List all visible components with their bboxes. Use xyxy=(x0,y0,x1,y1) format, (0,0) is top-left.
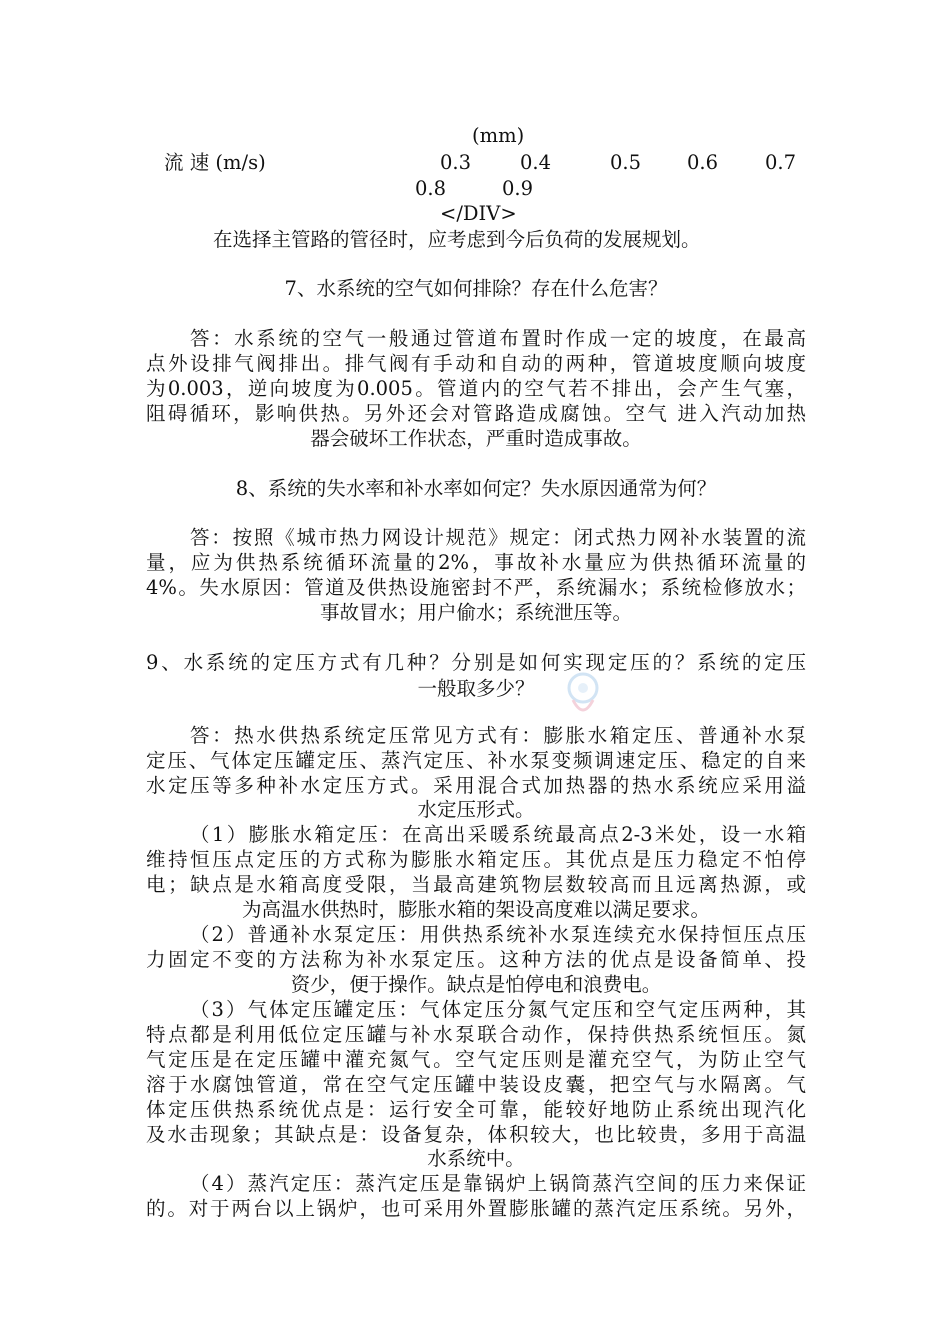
answer-9-line: 溶于水腐蚀管道，常在空气定压罐中装设皮囊，把空气与水隔离。气 xyxy=(146,1073,806,1096)
unit-label: (mm) xyxy=(472,124,525,147)
answer-7-line: 器会破坏工作状态，严重时造成事故。 xyxy=(310,427,642,450)
answer-9-line: 力固定不变的方法称为补水泵定压。这种方法的优点是设备简单、投 xyxy=(146,948,806,971)
answer-9-line: （1）膨胀水箱定压：在高出采暖系统最高点2-3米处，设一水箱 xyxy=(190,823,806,846)
answer-9-line: 水定压等多种补水定压方式。采用混合式加热器的热水系统应采用溢 xyxy=(146,774,806,797)
answer-9-line: （4）蒸汽定压：蒸汽定压是靠锅炉上锅筒蒸汽空间的压力来保证 xyxy=(190,1172,806,1195)
answer-9-line: 答：热水供热系统定压常见方式有：膨胀水箱定压、普通补水泵 xyxy=(190,724,806,747)
speed-value: 0.4 xyxy=(520,151,552,174)
question-8-heading: 8、系统的失水率和补水率如何定？失水原因通常为何？ xyxy=(235,477,717,500)
answer-9-line: 电；缺点是水箱高度受限，当最高建筑物层数较高而且远离热源，或 xyxy=(146,873,806,896)
answer-9-line: 特点都是利用低位定压罐与补水泵联合动作，保持供热系统恒压。氮 xyxy=(146,1023,806,1046)
answer-9-line: 维持恒压点定压的方式称为膨胀水箱定压。其优点是压力稳定不怕停 xyxy=(146,848,806,871)
answer-9-line: 水定压形式。 xyxy=(417,798,535,821)
question-9-heading: 一般取多少？ xyxy=(417,677,535,700)
answer-9-line: 及水击现象；其缺点是：设备复杂，体积较大，也比较贵，多用于高温 xyxy=(146,1123,806,1146)
answer-7-line: 答：水系统的空气一般通过管道布置时作成一定的坡度，在最高 xyxy=(190,327,806,350)
div-tag-text: </DIV> xyxy=(440,202,517,225)
answer-9-line: 水系统中。 xyxy=(427,1147,525,1170)
speed-value: 0.3 xyxy=(440,151,472,174)
question-9-heading: 9、水系统的定压方式有几种？分别是如何实现定压的？系统的定压 xyxy=(146,651,806,674)
answer-9-line: 为高温水供热时，膨胀水箱的架设高度难以满足要求。 xyxy=(241,898,710,921)
answer-8-line: 答：按照《城市热力网设计规范》规定：闭式热力网补水装置的流 xyxy=(190,526,806,549)
speed-value: 0.9 xyxy=(502,177,534,200)
note-text: 在选择主管路的管径时，应考虑到今后负荷的发展规划。 xyxy=(213,228,701,251)
watermark-logo-icon xyxy=(548,660,618,730)
answer-7-line: 点外设排气阀排出。排气阀有手动和自动的两种，管道坡度顺向坡度 xyxy=(146,352,806,375)
answer-9-line: （2）普通补水泵定压：用供热系统补水泵连续充水保持恒压点压 xyxy=(190,923,806,946)
speed-value: 0.6 xyxy=(687,151,719,174)
answer-9-line: 气定压是在定压罐中灌充氮气。空气定压则是灌充空气，为防止空气 xyxy=(146,1048,806,1071)
answer-9-line: 的。对于两台以上锅炉，也可采用外置膨胀罐的蒸汽定压系统。另外， xyxy=(146,1197,806,1220)
question-7-heading: 7、水系统的空气如何排除？存在什么危害？ xyxy=(284,277,668,300)
answer-9-line: 体定压供热系统优点是：运行安全可靠，能较好地防止系统出现汽化 xyxy=(146,1098,806,1121)
answer-8-line: 4%。失水原因：管道及供热设施密封不严，系统漏水；系统检修放水； xyxy=(146,576,806,599)
answer-7-line: 阻碍循环，影响供热。另外还会对管路造成腐蚀。空气 进入汽动加热 xyxy=(146,402,806,425)
answer-8-line: 事故冒水；用户偷水；系统泄压等。 xyxy=(319,601,632,624)
speed-value: 0.8 xyxy=(415,177,447,200)
speed-value: 0.5 xyxy=(610,151,642,174)
answer-8-line: 量，应为供热系统循环流量的2%，事故补水量应为供热循环流量的 xyxy=(146,551,806,574)
speed-label: 流 速 (m/s) xyxy=(164,151,266,174)
answer-9-line: 资少，便于操作。缺点是怕停电和浪费电。 xyxy=(290,973,662,996)
answer-7-line: 为0.003，逆向坡度为0.005。管道内的空气若不排出，会产生气塞， xyxy=(146,377,806,400)
speed-value: 0.7 xyxy=(765,151,797,174)
answer-9-line: （3）气体定压罐定压：气体定压分氮气定压和空气定压两种，其 xyxy=(190,998,806,1021)
answer-9-line: 定压、气体定压罐定压、蒸汽定压、补水泵变频调速定压、稳定的自来 xyxy=(146,749,806,772)
